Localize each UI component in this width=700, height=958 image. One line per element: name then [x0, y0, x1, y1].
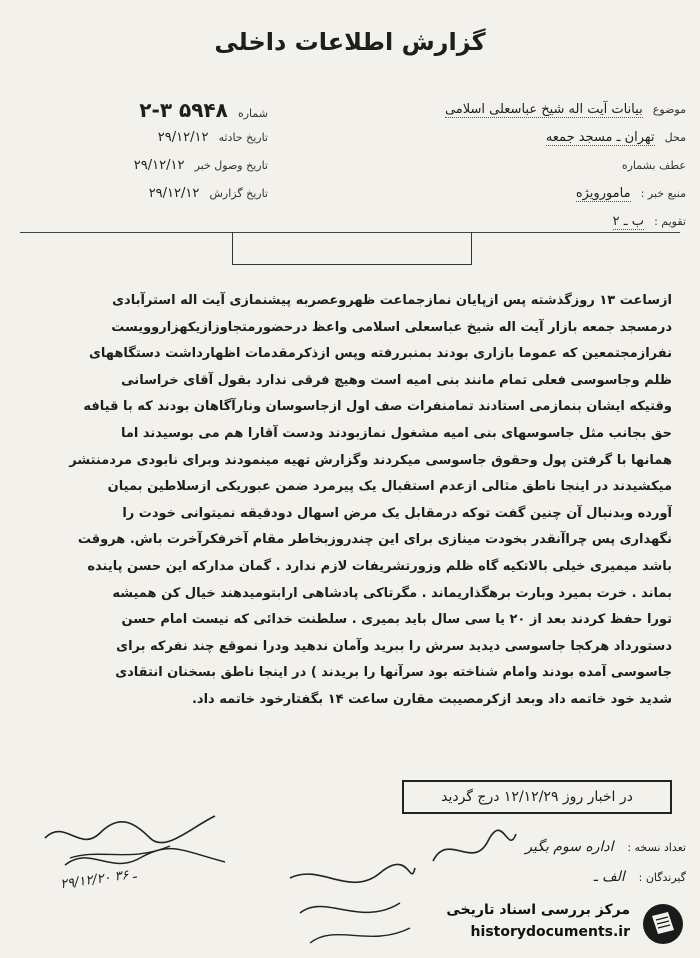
body-line: نگهداری پس چراآنقدر بخودت مینازی برای این چندروزبخاطر مقام آخرفکرآخرت باش. هروقت — [77, 532, 672, 548]
document-title: گزارش اطلاعات داخلی — [214, 28, 486, 56]
subject-value: بیانات آیت اله شیخ عباسعلی اسلامی — [444, 102, 643, 117]
header-location-row — [326, 124, 686, 152]
body-line: دستورداد هرکجا جاسوسی دیدید سرش را ببرید وآمان ندهید ودرا نموقع چند نفرکه برای — [116, 638, 672, 654]
header-reference-row — [326, 152, 686, 180]
body-line: ظلم وجاسوسی فعلی تمام مانند بنی امیه است وهیچ فرقی ندارد بقول آقای خراسانی — [121, 372, 672, 388]
report-date: ۲۹/۱۲/۱۲ — [148, 186, 200, 201]
body-line: همانها با گرفتن پول وحقوق جاسوسی میکردند وگزارش تهیه مینمودند وبرای نابودی مردمنتشر — [69, 452, 672, 468]
subject-label: موضوع — [652, 103, 686, 116]
document-number: ۵۹۴۸ ۳-۲ — [139, 98, 228, 122]
body-line: وقتیکه ایشان بنمازمی استادند تمامنفرات صف اول ازجاسوسان ونارآگاهان بودند که با قیافه — [83, 399, 672, 415]
signature-scribble-center — [280, 858, 420, 948]
body-line: ازساعت ۱۳ روزگذشته پس ازپایان نمازجماعت ظهروعصربه پیشنمازی آیت اله استرآبادی — [112, 293, 672, 308]
reference-label: عطف بشماره — [621, 159, 686, 172]
received-date: ۲۹/۱۲/۱۲ — [133, 158, 185, 173]
header-left-block — [18, 96, 268, 208]
body-line: نفرازمجتمعین که عموما بازاری بودند بمنبررفته وپس ازذکرمقدمات اظهارداشت دستگاههای — [88, 346, 672, 362]
body-line: جاسوسی آمده بودند وامام شناخته بود سرآنها را بریدند ) در اینجا ناطق بسخنان انتقادی — [115, 665, 672, 681]
header-empty-box — [232, 232, 472, 265]
copies-value: اداره سوم بگیر — [525, 839, 614, 855]
incident-date: ۲۹/۱۲/۱۲ — [157, 130, 209, 145]
body-line: میکشیدند در اینجا ناطق مثالی ازعدم استقبال یک پیرمرد ضمن عبوریکی ازسلاطین بمیان — [107, 479, 672, 495]
watermark-url-text: historydocuments.ir — [470, 924, 630, 940]
handwritten-date: ۲۹/۱۲/۲۰ ـ ۳۶ — [59, 866, 138, 893]
rating-label: تقویم : — [654, 215, 686, 228]
number-label: شماره — [237, 107, 268, 120]
header-received-date-row — [18, 152, 268, 180]
recipients-value: الف ـ — [593, 869, 625, 885]
body-line: شدید خود خاتمه داد وبعد ازکرمصیبت مقارن ساعت ۱۴ بگفتارخود خاتمه داد. — [191, 691, 672, 707]
archive-stamp: در اخبار روز ۱۲/۱۲/۲۹ درج گردید — [402, 780, 672, 814]
report-date-label: تاریخ گزارش — [209, 187, 268, 200]
location-label: محل — [664, 131, 686, 144]
header-right-block — [326, 96, 686, 236]
header-subject-row — [326, 96, 686, 124]
header-report-date-row — [18, 180, 268, 208]
received-date-label: تاریخ وصول خبر — [194, 159, 268, 172]
body-line: تورا حفظ کردند بعد از ۲۰ یا سی سال باید بمیری . سلطنت خدائی که نیست امام حسن — [121, 612, 672, 628]
incident-date-label: تاریخ حادثه — [218, 131, 268, 144]
source-value: مامورویژه — [575, 186, 631, 201]
archive-watermark — [418, 902, 688, 946]
header-incident-date-row — [18, 124, 268, 152]
body-line: باشد میمیری خیلی بالاتکیه گاه ظلم وزورتشریفات لازم ندارد . گمان مدارکه این حسن پاینده — [87, 558, 672, 574]
header-source-row — [326, 180, 686, 208]
body-line: آورده وبدنبال آن چنین گفت توکه درمقابل یک مرض اسهال دودقیقه نمیتوانی خودت را — [122, 505, 672, 521]
signature-scribble-left-mid — [60, 840, 230, 880]
body-line: درمسجد جمعه بازار آیت اله شیخ عباسعلی اسلامی واعظ درحضورمتجاوزازیکهزاروویست — [111, 319, 672, 335]
watermark-persian-text: مرکز بررسی اسناد تاریخی — [446, 902, 630, 918]
copies-label: تعداد نسخه : — [627, 841, 686, 854]
header-number-row — [18, 96, 268, 124]
signature-scribble-right — [428, 826, 518, 876]
source-label: منبع خبر : — [640, 187, 686, 200]
recipients-label: گیرندگان : — [638, 871, 686, 884]
body-line: بماند . خرت بمیرد وبارت برهگذاریماند . مگرتاکی پادشاهی ارابتومیدهند خیال کن همیشه — [112, 585, 672, 601]
report-body — [28, 288, 672, 714]
archive-logo-icon — [638, 902, 688, 946]
location-value: تهران ـ مسجد جمعه — [545, 130, 655, 145]
rating-value: ب ـ ۲ — [612, 214, 644, 229]
body-line: حق بجانب مثل جاسوسهای بنی امیه مشغول نمازبودند ودست آقارا هم می بوسیدند اما — [120, 425, 672, 441]
